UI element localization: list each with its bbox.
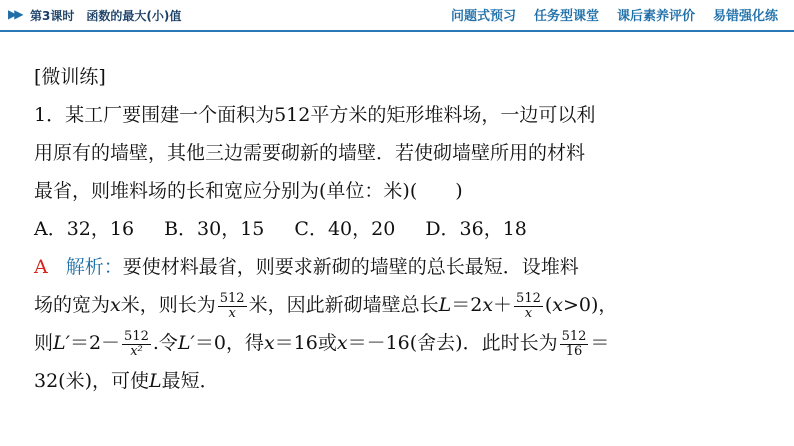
answer-line-2 xyxy=(34,286,764,324)
option-a: A．32，16 xyxy=(34,218,135,240)
answer-text-1: 要使材料最省，则要求新砌的墙壁的总长最短．设堆料 xyxy=(122,256,579,278)
text: ＝16或 xyxy=(274,332,337,354)
text: 米，因此新砌墙壁总长 xyxy=(248,294,439,316)
var-x: x xyxy=(482,294,494,316)
text: >0)， xyxy=(563,294,618,316)
answer-line-1 xyxy=(34,248,764,286)
nav-evaluation[interactable]: 课后素养评价 xyxy=(616,9,695,24)
text: .令 xyxy=(152,332,178,354)
numerator: 512 xyxy=(124,328,149,344)
answer-letter: A xyxy=(34,256,48,278)
lesson-title: 第3课时 函数的最大(小)值 xyxy=(30,9,182,23)
section-title: [微训练] xyxy=(34,66,106,88)
text: ＝0，得 xyxy=(194,332,264,354)
text: 则 xyxy=(34,332,54,354)
question-line-2: 用原有的墙壁，其他三边需要砌新的墙壁．若使砌墙壁所用的材料 xyxy=(34,142,586,164)
option-c: C．40，20 xyxy=(294,218,396,240)
fraction-512-over-16 xyxy=(560,330,589,359)
nav-error-practice[interactable]: 易错强化练 xyxy=(712,9,778,24)
answer-line-3 xyxy=(34,324,764,362)
text: 米，则长为 xyxy=(120,294,216,316)
var-x: x xyxy=(263,332,275,354)
fraction-512-over-x xyxy=(514,292,543,321)
denominator: 16 xyxy=(565,343,583,359)
answer-line-4 xyxy=(34,362,764,400)
question-line-3: 最省，则堆料场的长和宽应分别为(单位：米)( ) xyxy=(34,180,463,202)
text: ＝2 xyxy=(451,294,483,316)
text: ＝2－ xyxy=(69,332,121,354)
var-L: L xyxy=(438,294,452,316)
slide-content xyxy=(34,58,764,400)
var-L-prime: L′ xyxy=(177,332,195,354)
var-L: L xyxy=(149,370,162,392)
option-d: D．36，18 xyxy=(425,218,527,240)
option-b: B．30，15 xyxy=(164,218,265,240)
text: ＝ xyxy=(590,332,610,354)
options-row xyxy=(34,210,764,248)
denominator: x² xyxy=(130,343,143,359)
nav-classroom[interactable]: 任务型课堂 xyxy=(533,9,599,24)
text: ( xyxy=(544,294,553,316)
numerator: 512 xyxy=(219,290,245,306)
denominator: x xyxy=(524,305,533,321)
text: 场的宽为 xyxy=(34,294,111,316)
nav-preview[interactable]: 问题式预习 xyxy=(450,9,516,24)
var-x: x xyxy=(552,294,564,316)
question-line-1: 1．某工厂要围建一个面积为512平方米的矩形堆料场，一边可以利 xyxy=(34,104,596,126)
var-L-prime: L′ xyxy=(53,332,70,354)
denominator: x xyxy=(228,305,236,321)
text: 32(米)，可使 xyxy=(34,370,150,392)
numerator: 512 xyxy=(516,290,541,306)
var-x: x xyxy=(336,332,348,354)
top-bar xyxy=(0,0,794,30)
analysis-tag: 解析： xyxy=(65,256,123,278)
double-arrow-icon: ▶▶ xyxy=(8,7,21,21)
text: ＋ xyxy=(493,294,513,316)
top-nav xyxy=(451,5,778,24)
fraction-512-over-x-squared xyxy=(122,330,151,359)
fraction-512-over-x xyxy=(218,292,247,321)
text: ＝－16(舍去)．此时长为 xyxy=(347,332,558,354)
header-divider xyxy=(0,30,794,32)
text: 最短． xyxy=(161,370,219,392)
var-x: x xyxy=(110,294,121,316)
numerator: 512 xyxy=(561,328,587,344)
